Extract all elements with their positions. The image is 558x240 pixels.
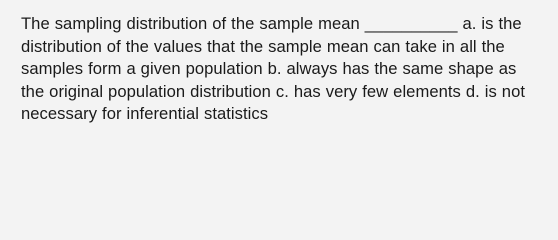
question-text: The sampling distribution of the sample mean __________ a. is the distribution of the values that the sample mean can take in all the samples form a given population b. always has the same shape as the original population distribution c. has very few elements d. is not necessary for inferential statistics — [21, 14, 526, 123]
